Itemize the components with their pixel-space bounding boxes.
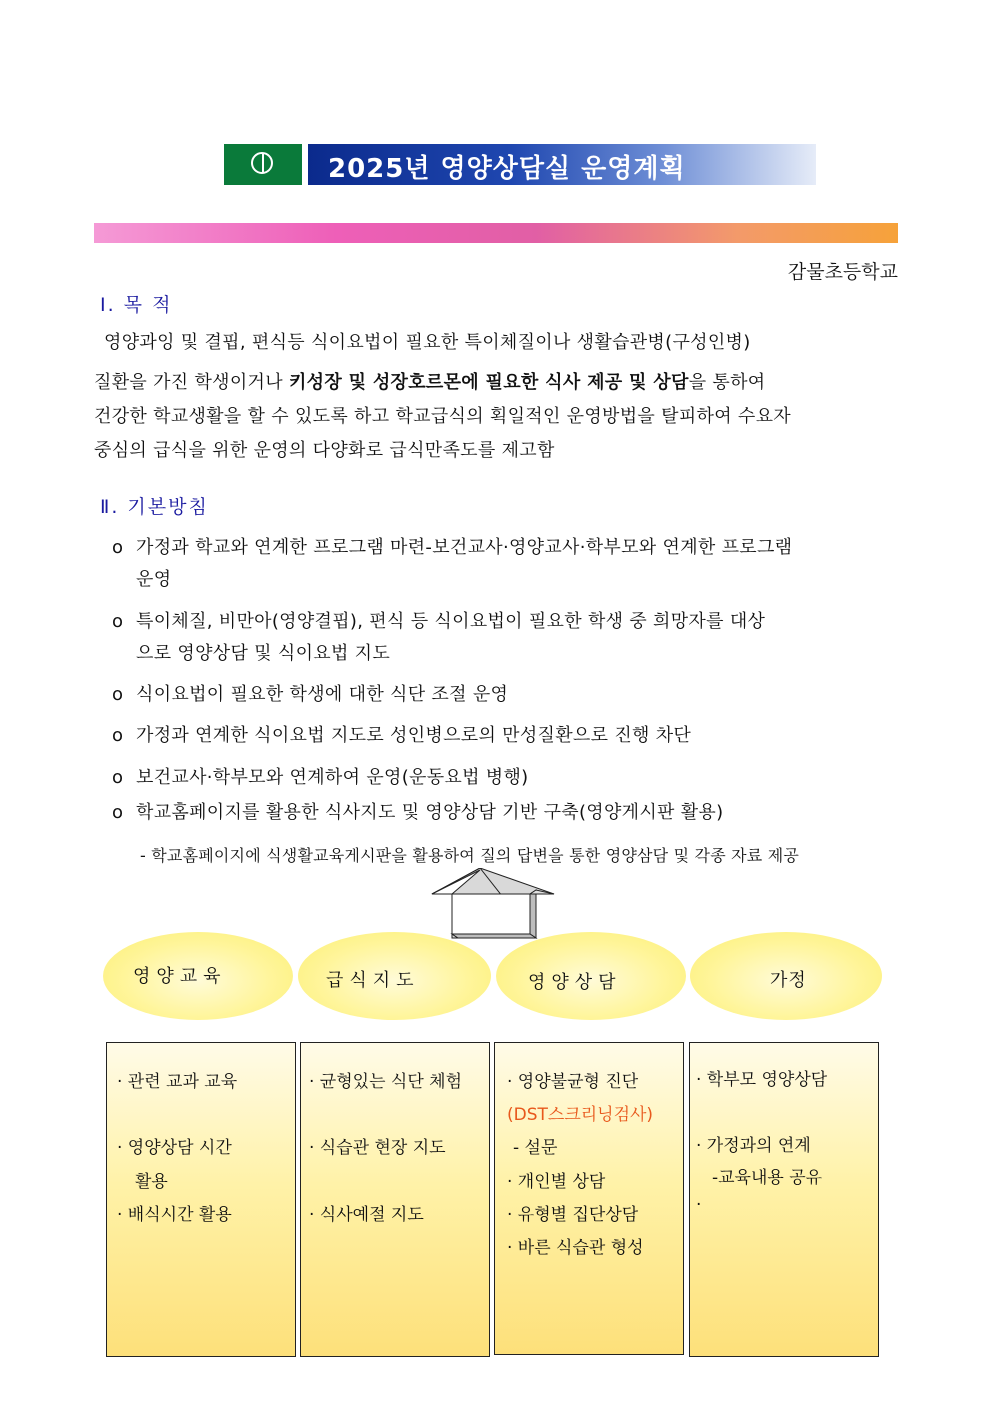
circle-mark-icon [251,152,273,174]
up-arrow-icon [428,868,558,940]
list-item: o 학교홈페이지를 활용한 식사지도 및 영양상담 기반 구축(영양게시판 활용) [112,797,898,829]
category-ellipse-nutrition-education: 영양교육 [103,932,293,1020]
title-icon-box [224,144,302,185]
list-item: o 가정과 학교와 연계한 프로그램 마련-보건교사·영양교사·학부모와 연계한 프로그램 운영 [112,532,898,596]
purpose-line-3: 건강한 학교생활을 할 수 있도록 하고 학교급식의 획일적인 운영방법을 탈피하여 수요자 [94,406,791,427]
decorative-gradient-stripe [94,223,898,243]
purpose-line-1: 영양과잉 및 결핍, 편식등 식이요법이 필요한 특이체질이나 생활습관병(구성인병) [104,332,751,353]
section-heading-purpose: Ⅰ. 목 적 [100,294,173,316]
detail-box-nutrition-counseling: · 영양불균형 진단 (DST스크리닝검사) - 설문 · 개인별 상담 · 유형별 집단상담 · 바른 식습관 형성 [494,1042,684,1355]
detail-box-home: · 학부모 영양상담 · 가정과의 연계 -교육내용 공유 · [689,1042,879,1357]
list-item: o 보건교사·학부모와 연계하여 운영(운동요법 병행) [112,762,898,794]
category-ellipse-meal-guidance: 급식지도 [298,932,491,1020]
title-banner [308,144,816,185]
list-item: o 식이요법이 필요한 학생에 대한 식단 조절 운영 [112,679,898,711]
list-item: o 가정과 연계한 식이요법 지도로 성인병으로의 만성질환으로 진행 차단 [112,720,898,752]
bullet-marker: o [112,537,124,558]
category-ellipse-nutrition-counseling: 영양상담 [496,932,686,1020]
detail-box-nutrition-education: · 관련 교과 교육 · 영양상담 시간 활용 · 배식시간 활용 [106,1042,296,1357]
list-item: o 특이체질, 비만아(영양결핍), 편식 등 식이요법이 필요한 학생 중 희망자를 대상 으로 영양상담 및 식이요법 지도 [112,606,898,670]
bullet-marker: o [112,611,124,632]
bullet-marker: o [112,684,124,705]
sub-note: - 학교홈페이지에 식생활교육게시판을 활용하여 질의 답변을 통한 영양삼담 및 각종 자료 제공 [140,846,800,865]
school-name: 감물초등학교 [787,261,898,283]
purpose-paragraph [94,366,898,468]
bullet-marker: o [112,725,124,746]
section-heading-policy: Ⅱ. 기본방침 [100,496,209,518]
bullet-marker: o [112,767,124,788]
purpose-line-4: 중심의 급식을 위한 운영의 다양화로 급식만족도를 제고함 [94,440,555,461]
category-ellipse-home: 가정 [690,932,882,1020]
detail-box-meal-guidance: · 균형있는 식단 체험 · 식습관 현장 지도 · 식사예절 지도 [300,1042,490,1357]
bullet-marker: o [112,802,124,823]
purpose-line-2: 질환을 가진 학생이거나 키성장 및 성장호르몬에 필요한 식사 제공 및 상담을 통하여 [94,372,766,393]
purpose-emphasis: 키성장 및 성장호르몬에 필요한 식사 제공 및 상담 [288,372,689,393]
page-title: 2025년 영양상담실 운영계획 [328,154,686,184]
